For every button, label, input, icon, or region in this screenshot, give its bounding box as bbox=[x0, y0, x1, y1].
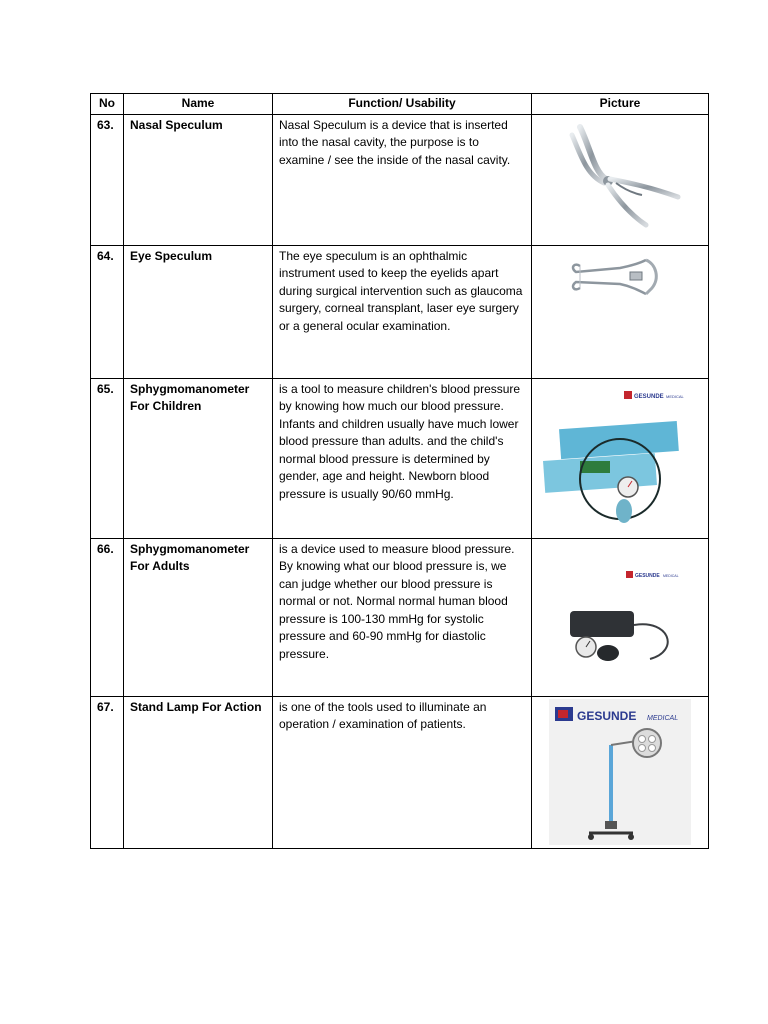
item-picture bbox=[532, 245, 709, 378]
header-name: Name bbox=[124, 94, 273, 115]
item-function: The eye speculum is an ophthalmic instrument used to keep the eyelids apart during surgical intervention such as glaucoma surgery, corneal transplant, laser eye surgery or a general ocular examination. bbox=[273, 245, 532, 378]
header-function: Function/ Usability bbox=[273, 94, 532, 115]
logo-brand-text: GESUNDE bbox=[577, 708, 637, 723]
table-row bbox=[91, 378, 709, 538]
row-number: 63. bbox=[91, 114, 124, 245]
item-function: is a device used to measure blood pressure. By knowing what our blood pressure is, we can judge whether our blood pressure is normal or not. Normal normal human blood pressure is 100-130 mmHg for systolic pressure and 60-90 mmHg for diastolic pressure. bbox=[273, 538, 532, 696]
stand-lamp-image bbox=[549, 699, 691, 845]
item-name: Sphygmomanometer For Children bbox=[124, 378, 273, 538]
table-row bbox=[91, 245, 709, 378]
item-picture bbox=[532, 378, 709, 538]
table-row bbox=[91, 538, 709, 696]
logo-sub-text: MEDICAL bbox=[647, 714, 679, 722]
eye-speculum-image bbox=[560, 248, 680, 308]
logo-brand-text: GESUNDE bbox=[634, 393, 664, 400]
header-picture: Picture bbox=[532, 94, 709, 115]
item-picture bbox=[532, 114, 709, 245]
nasal-speculum-image bbox=[550, 117, 690, 235]
adult-sphygmomanometer-image bbox=[540, 541, 700, 689]
logo-sub-text: MEDICAL bbox=[666, 393, 684, 399]
equipment-table bbox=[90, 93, 709, 849]
row-number: 66. bbox=[91, 538, 124, 696]
table-row bbox=[91, 114, 709, 245]
item-function: is one of the tools used to illuminate an operation / examination of patients. bbox=[273, 696, 532, 848]
item-name: Eye Speculum bbox=[124, 245, 273, 378]
item-name: Nasal Speculum bbox=[124, 114, 273, 245]
logo-brand-text: GESUNDE bbox=[635, 572, 660, 579]
item-function: is a tool to measure children's blood pressure by knowing how much our blood pressure. Infants and children usually have much lower blood pressure than adults. and the child's normal blood pressure is determined by gender, age and height. Newborn blood pressure is usually 90/60 mmHg. bbox=[273, 378, 532, 538]
header-no: No bbox=[91, 94, 124, 115]
row-number: 64. bbox=[91, 245, 124, 378]
logo-sub-text: MEDICAL bbox=[663, 573, 679, 578]
item-name: Stand Lamp For Action bbox=[124, 696, 273, 848]
item-name: Sphygmomanometer For Adults bbox=[124, 538, 273, 696]
gesunde-logo bbox=[626, 571, 679, 579]
row-number: 65. bbox=[91, 378, 124, 538]
row-number: 67. bbox=[91, 696, 124, 848]
gesunde-logo bbox=[624, 391, 685, 400]
item-picture bbox=[532, 538, 709, 696]
table-header-row bbox=[91, 94, 709, 115]
child-sphygmomanometer-image bbox=[540, 381, 700, 531]
table-row bbox=[91, 696, 709, 848]
item-picture bbox=[532, 696, 709, 848]
item-function: Nasal Speculum is a device that is inserted into the nasal cavity, the purpose is to examine / see the inside of the nasal cavity. bbox=[273, 114, 532, 245]
